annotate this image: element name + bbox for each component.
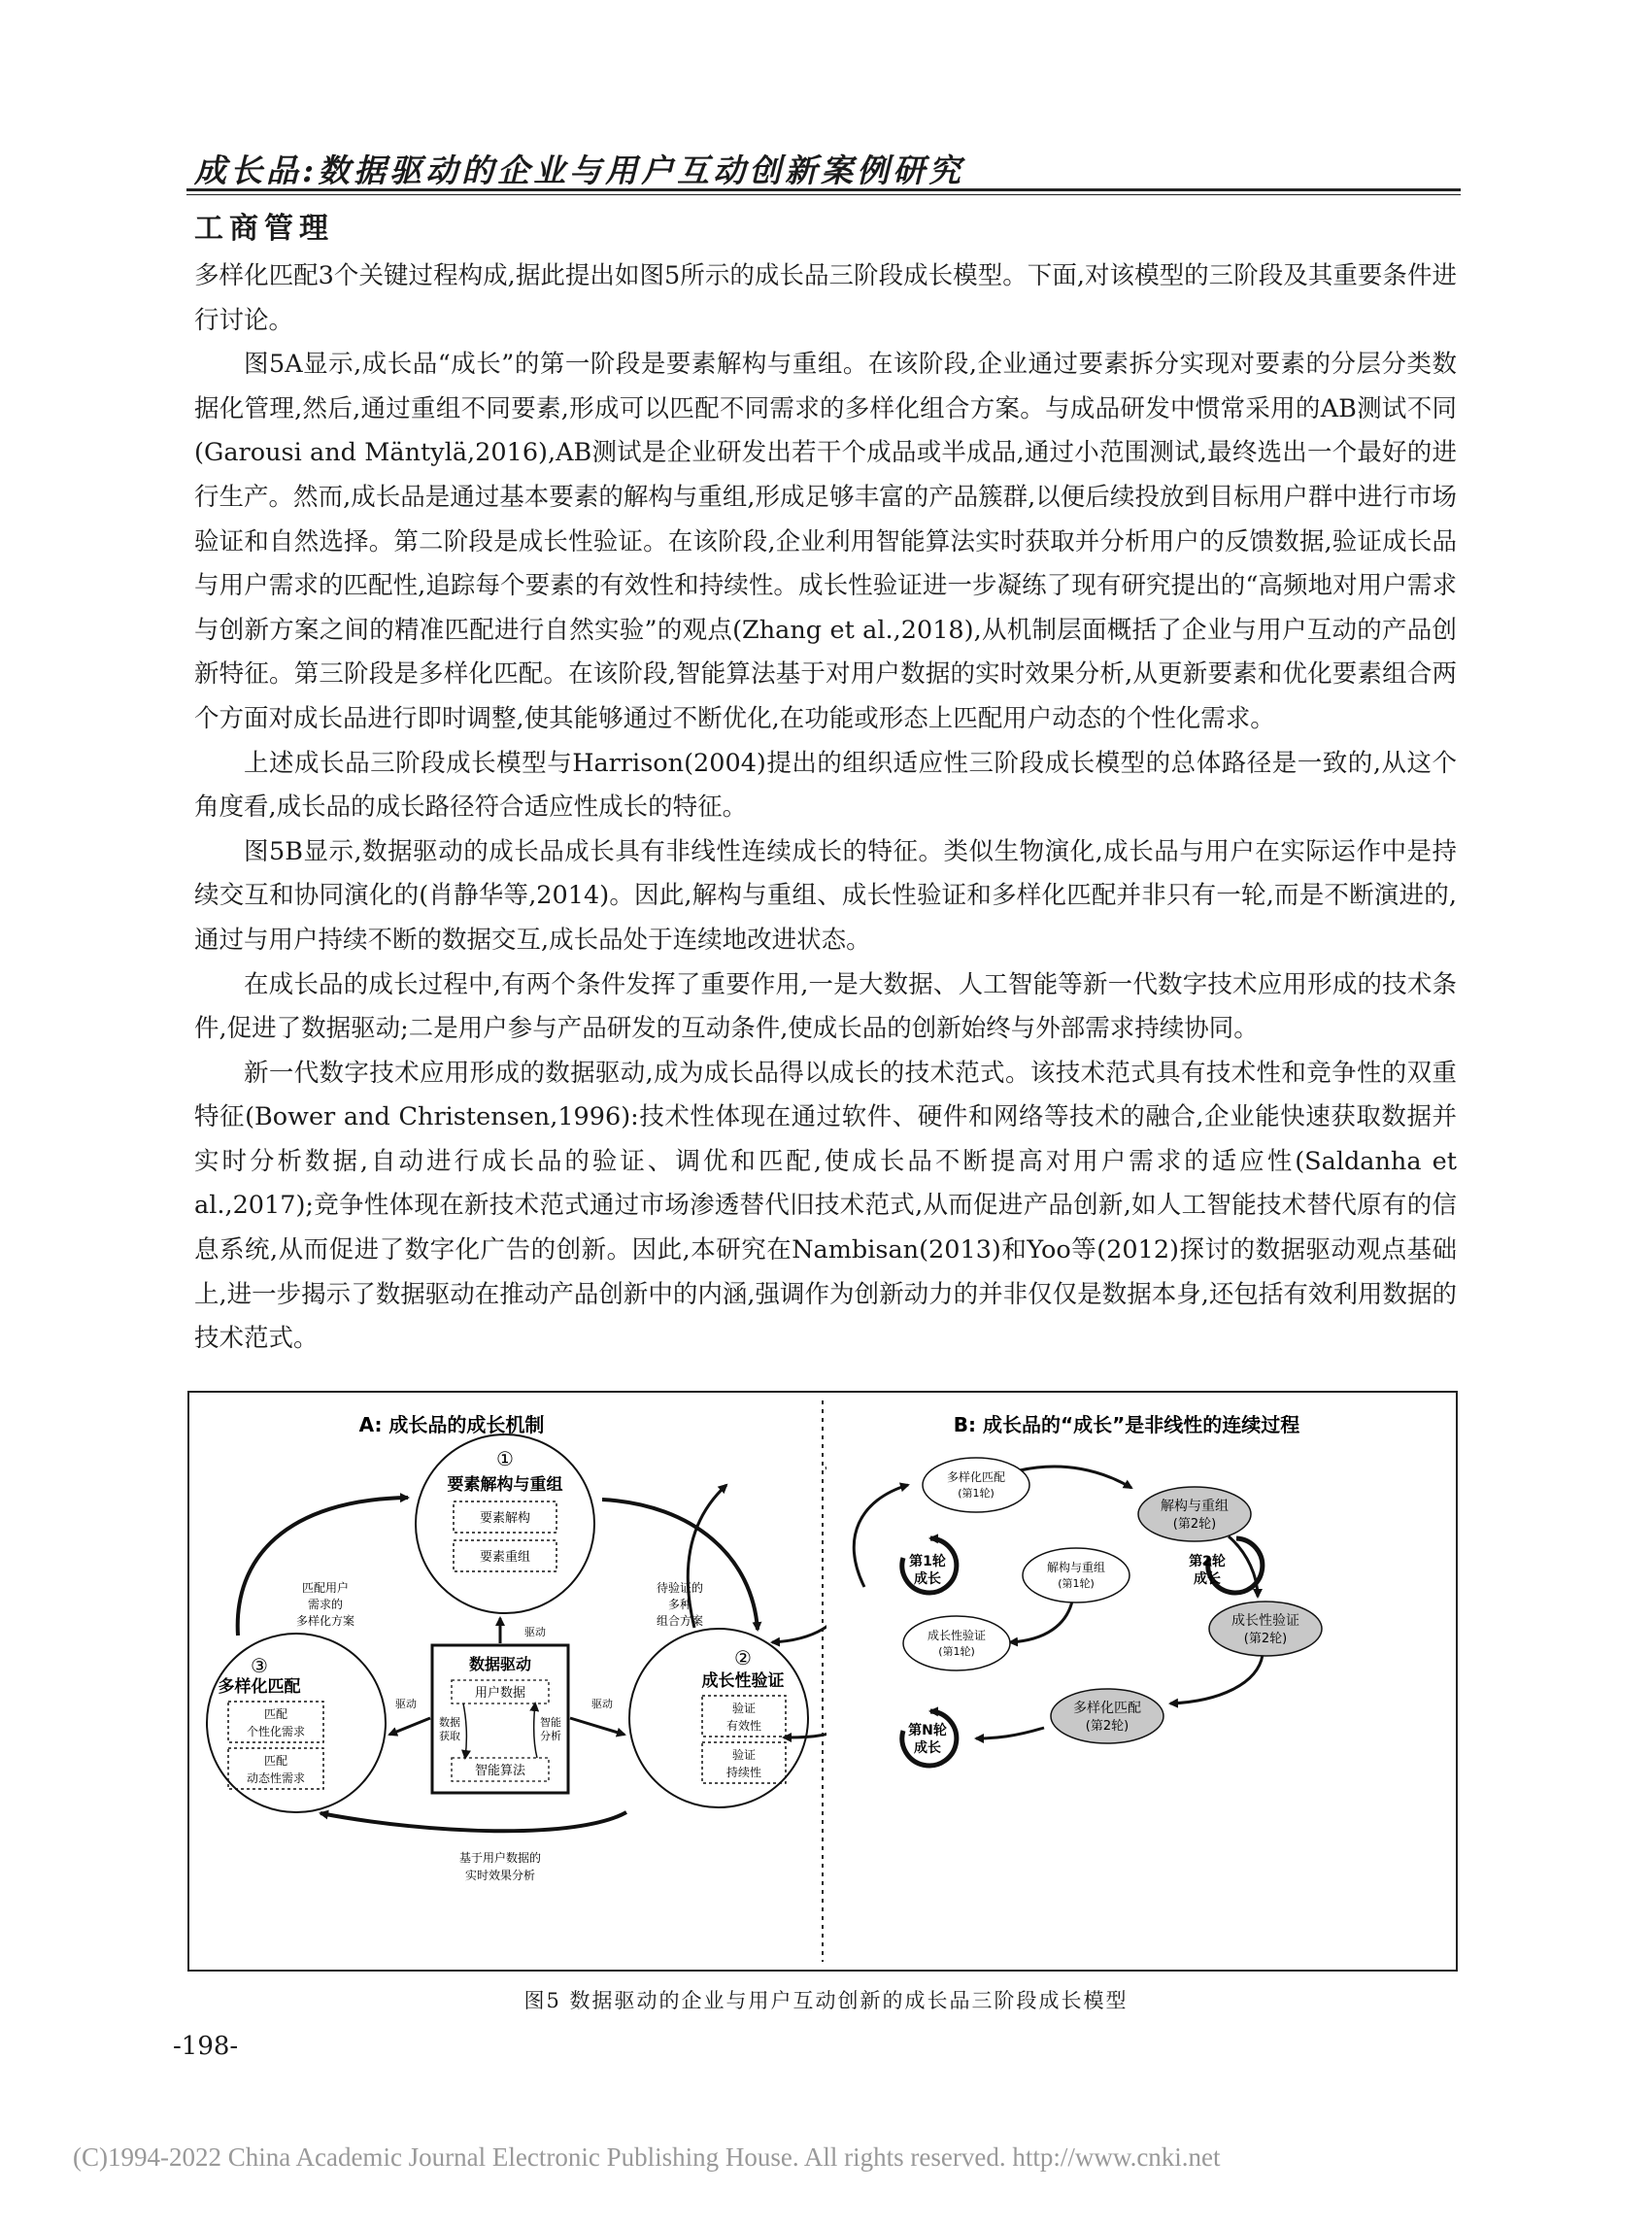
running-header-title: 成长品:数据驱动的企业与用户互动创新案例研究 [194, 152, 965, 189]
node-label: 解构与重组 [1046, 1561, 1106, 1574]
round-n-label: 第N轮 [908, 1723, 947, 1738]
round-2-label: 成长 [1194, 1571, 1221, 1587]
panel-b-diagram [189, 1393, 1456, 1970]
panel-b-title: B: 成长品的“成长”是非线性的连续过程 [953, 1413, 1300, 1436]
paragraph: 在成长品的成长过程中,有两个条件发挥了重要作用,一是大数据、人工智能等新一代数字技术应用形成的技术条件,促进了数据驱动;二是用户参与产品研发的互动条件,使成长品的创新始终与外部需求持续协同。 [194, 969, 1457, 1044]
node-match-round1 [923, 1458, 1029, 1512]
bottom-arc-label: 实时效果分析 [464, 1869, 536, 1882]
node-3-item: 匹配 [263, 1754, 288, 1768]
node-2-title: 成长性验证 [701, 1671, 785, 1691]
paragraph: 新一代数字技术应用形成的数据驱动,成为成长品得以成长的技术范式。该技术范式具有技术性和竞争性的双重特征(Bower and Christensen,1996):技术性体现在通过软件、硬件和网络等技术的融合,企业能快速获取数据并实时分析数据,自动进行成长品的验证、调优和匹配,使成长品不断提高对用户需求的适应性(Saldanha et al.,2017);竞争性体现在新技术范式通过市场渗透替代旧技术范式,从而促进产品创新,如人工智能技术替代原有的信息系统,从而促进了数字化广告的创新。因此,本研究在Nambisan(2013)和Yoo等(2012)探讨的数据驱动观点基础上,进一步揭示了数据驱动在推动产品创新中的内涵,强调作为创新动力的并非仅仅是数据本身,还包括有效利用数据的技术范式。 [194, 1058, 1457, 1354]
node-2-item: 验证 [731, 1748, 757, 1762]
right-arc-label: 待验证的 [656, 1581, 704, 1595]
drive-up-label: 驱动 [524, 1626, 546, 1638]
node-1-item: 要素解构 [479, 1511, 531, 1526]
round-1-label: 成长 [914, 1571, 941, 1587]
node-label: (第2轮) [1172, 1517, 1217, 1532]
node-label: (第1轮) [958, 1487, 995, 1500]
node-validate-round1 [903, 1616, 1010, 1670]
center-title: 数据驱动 [468, 1655, 532, 1673]
round-n-label: 成长 [914, 1740, 941, 1756]
header-rule [186, 188, 1461, 191]
paragraph: 图5B显示,数据驱动的成长品成长具有非线性连续成长的特征。类似生物演化,成长品与用户在实际运作中是持续交互和协同演化的(肖静华等,2014)。因此,解构与重组、成长性验证和多样化匹配并非只有一轮,而是不断演进的,通过与用户持续不断的数据交互,成长品处于连续地改进状态。 [194, 836, 1457, 955]
center-user-data: 用户数据 [474, 1686, 526, 1701]
section-name: 工商管理 [194, 212, 334, 246]
center-right-label: 智能 [540, 1716, 561, 1729]
left-arc-label: 匹配用户 [301, 1581, 350, 1595]
left-arc-label: 需求的 [307, 1598, 344, 1611]
node-decompose-round2 [1138, 1487, 1251, 1541]
node-label: (第1轮) [1058, 1577, 1095, 1590]
node-2-item: 有效性 [725, 1719, 762, 1733]
node-3-item: 匹配 [263, 1707, 288, 1721]
page-number: -198- [173, 2032, 239, 2061]
node-3-item: 动态性需求 [246, 1771, 306, 1785]
node-label: (第2轮) [1243, 1632, 1288, 1646]
header-rule-thin [186, 194, 1461, 195]
center-left-label: 获取 [439, 1730, 460, 1742]
figure-caption: 图5 数据驱动的企业与用户互动创新的成长品三阶段成长模型 [523, 1989, 1129, 2012]
node-decompose-round1 [1023, 1548, 1129, 1602]
drive-right-label: 驱动 [591, 1698, 613, 1710]
node-validate-round2 [1209, 1602, 1322, 1656]
node-label: 多样化匹配 [946, 1470, 1006, 1484]
center-right-label: 分析 [540, 1730, 561, 1742]
round-1-label: 第1轮 [909, 1554, 946, 1569]
drive-left-label: 驱动 [395, 1698, 417, 1710]
center-algo: 智能算法 [474, 1764, 526, 1778]
node-2-item: 持续性 [725, 1766, 762, 1779]
round-2-label: 第2轮 [1189, 1554, 1226, 1569]
node-label: 成长性验证 [1231, 1613, 1299, 1629]
node-label: 成长性验证 [927, 1629, 987, 1642]
paragraph: 上述成长品三阶段成长模型与Harrison(2004)提出的组织适应性三阶段成长模型的总体路径是一致的,从这个角度看,成长品的成长路径符合适应性成长的特征。 [194, 748, 1457, 823]
paragraph: 图5A显示,成长品“成长”的第一阶段是要素解构与重组。在该阶段,企业通过要素拆分实现对要素的分层分类数据化管理,然后,通过重组不同要素,形成可以匹配不同需求的多样化组合方案。与成品研发中惯常采用的AB测试不同(Garousi and Mäntylä,2016),AB测试是企业研发出若干个成品或半成品,通过小范围测试,最终选出一个最好的进行生产。然而,成长品是通过基本要素的解构与重组,形成足够丰富的产品簇群,以便后续投放到目标用户群中进行市场验证和自然选择。第二阶段是成长性验证。在该阶段,企业利用智能算法实时获取并分析用户的反馈数据,验证成长品与用户需求的匹配性,追踪每个要素的有效性和持续性。成长性验证进一步凝练了现有研究提出的“高频地对用户需求与创新方案之间的精准匹配进行自然实验”的观点(Zhang et al.,2018),从机制层面概括了企业与用户互动的产品创新特征。第三阶段是多样化匹配。在该阶段,智能算法基于对用户数据的实时效果分析,从更新要素和优化要素组合两个方面对成长品进行即时调整,使其能够通过不断优化,在功能或形态上匹配用户动态的个性化需求。 [194, 350, 1457, 733]
body-text [194, 254, 1457, 1362]
node-label: (第2轮) [1085, 1719, 1129, 1734]
figure-5 [187, 1391, 1458, 1972]
node-label: (第1轮) [938, 1645, 975, 1658]
node-match-round2 [1051, 1689, 1163, 1743]
node-2-item: 验证 [731, 1702, 757, 1715]
panel-a-title: A: 成长品的成长机制 [358, 1413, 545, 1436]
copyright-notice: (C)1994-2022 China Academic Journal Electronic Publishing House. All rights reserved. http://www.cnki.net [73, 2142, 1221, 2172]
node-2-number: ② [734, 1646, 752, 1670]
bottom-arc-label: 基于用户数据的 [458, 1851, 542, 1865]
node-3-number: ③ [251, 1654, 268, 1677]
center-left-label: 数据 [439, 1716, 460, 1729]
node-label: 多样化匹配 [1073, 1701, 1141, 1716]
paragraph: 多样化匹配3个关键过程构成,据此提出如图5所示的成长品三阶段成长模型。下面,对该模型的三阶段及其重要条件进行讨论。 [194, 261, 1457, 335]
node-3-item: 个性化需求 [246, 1725, 306, 1738]
node-1-title: 要素解构与重组 [447, 1475, 563, 1495]
right-arc-label: 组合方案 [656, 1614, 704, 1628]
node-3-title: 多样化匹配 [218, 1677, 301, 1697]
node-label: 解构与重组 [1161, 1499, 1229, 1514]
right-arc-label: 多种 [667, 1598, 692, 1611]
node-1-item: 要素重组 [479, 1550, 531, 1565]
left-arc-label: 多样化方案 [295, 1614, 355, 1628]
node-1-number: ① [496, 1447, 514, 1470]
